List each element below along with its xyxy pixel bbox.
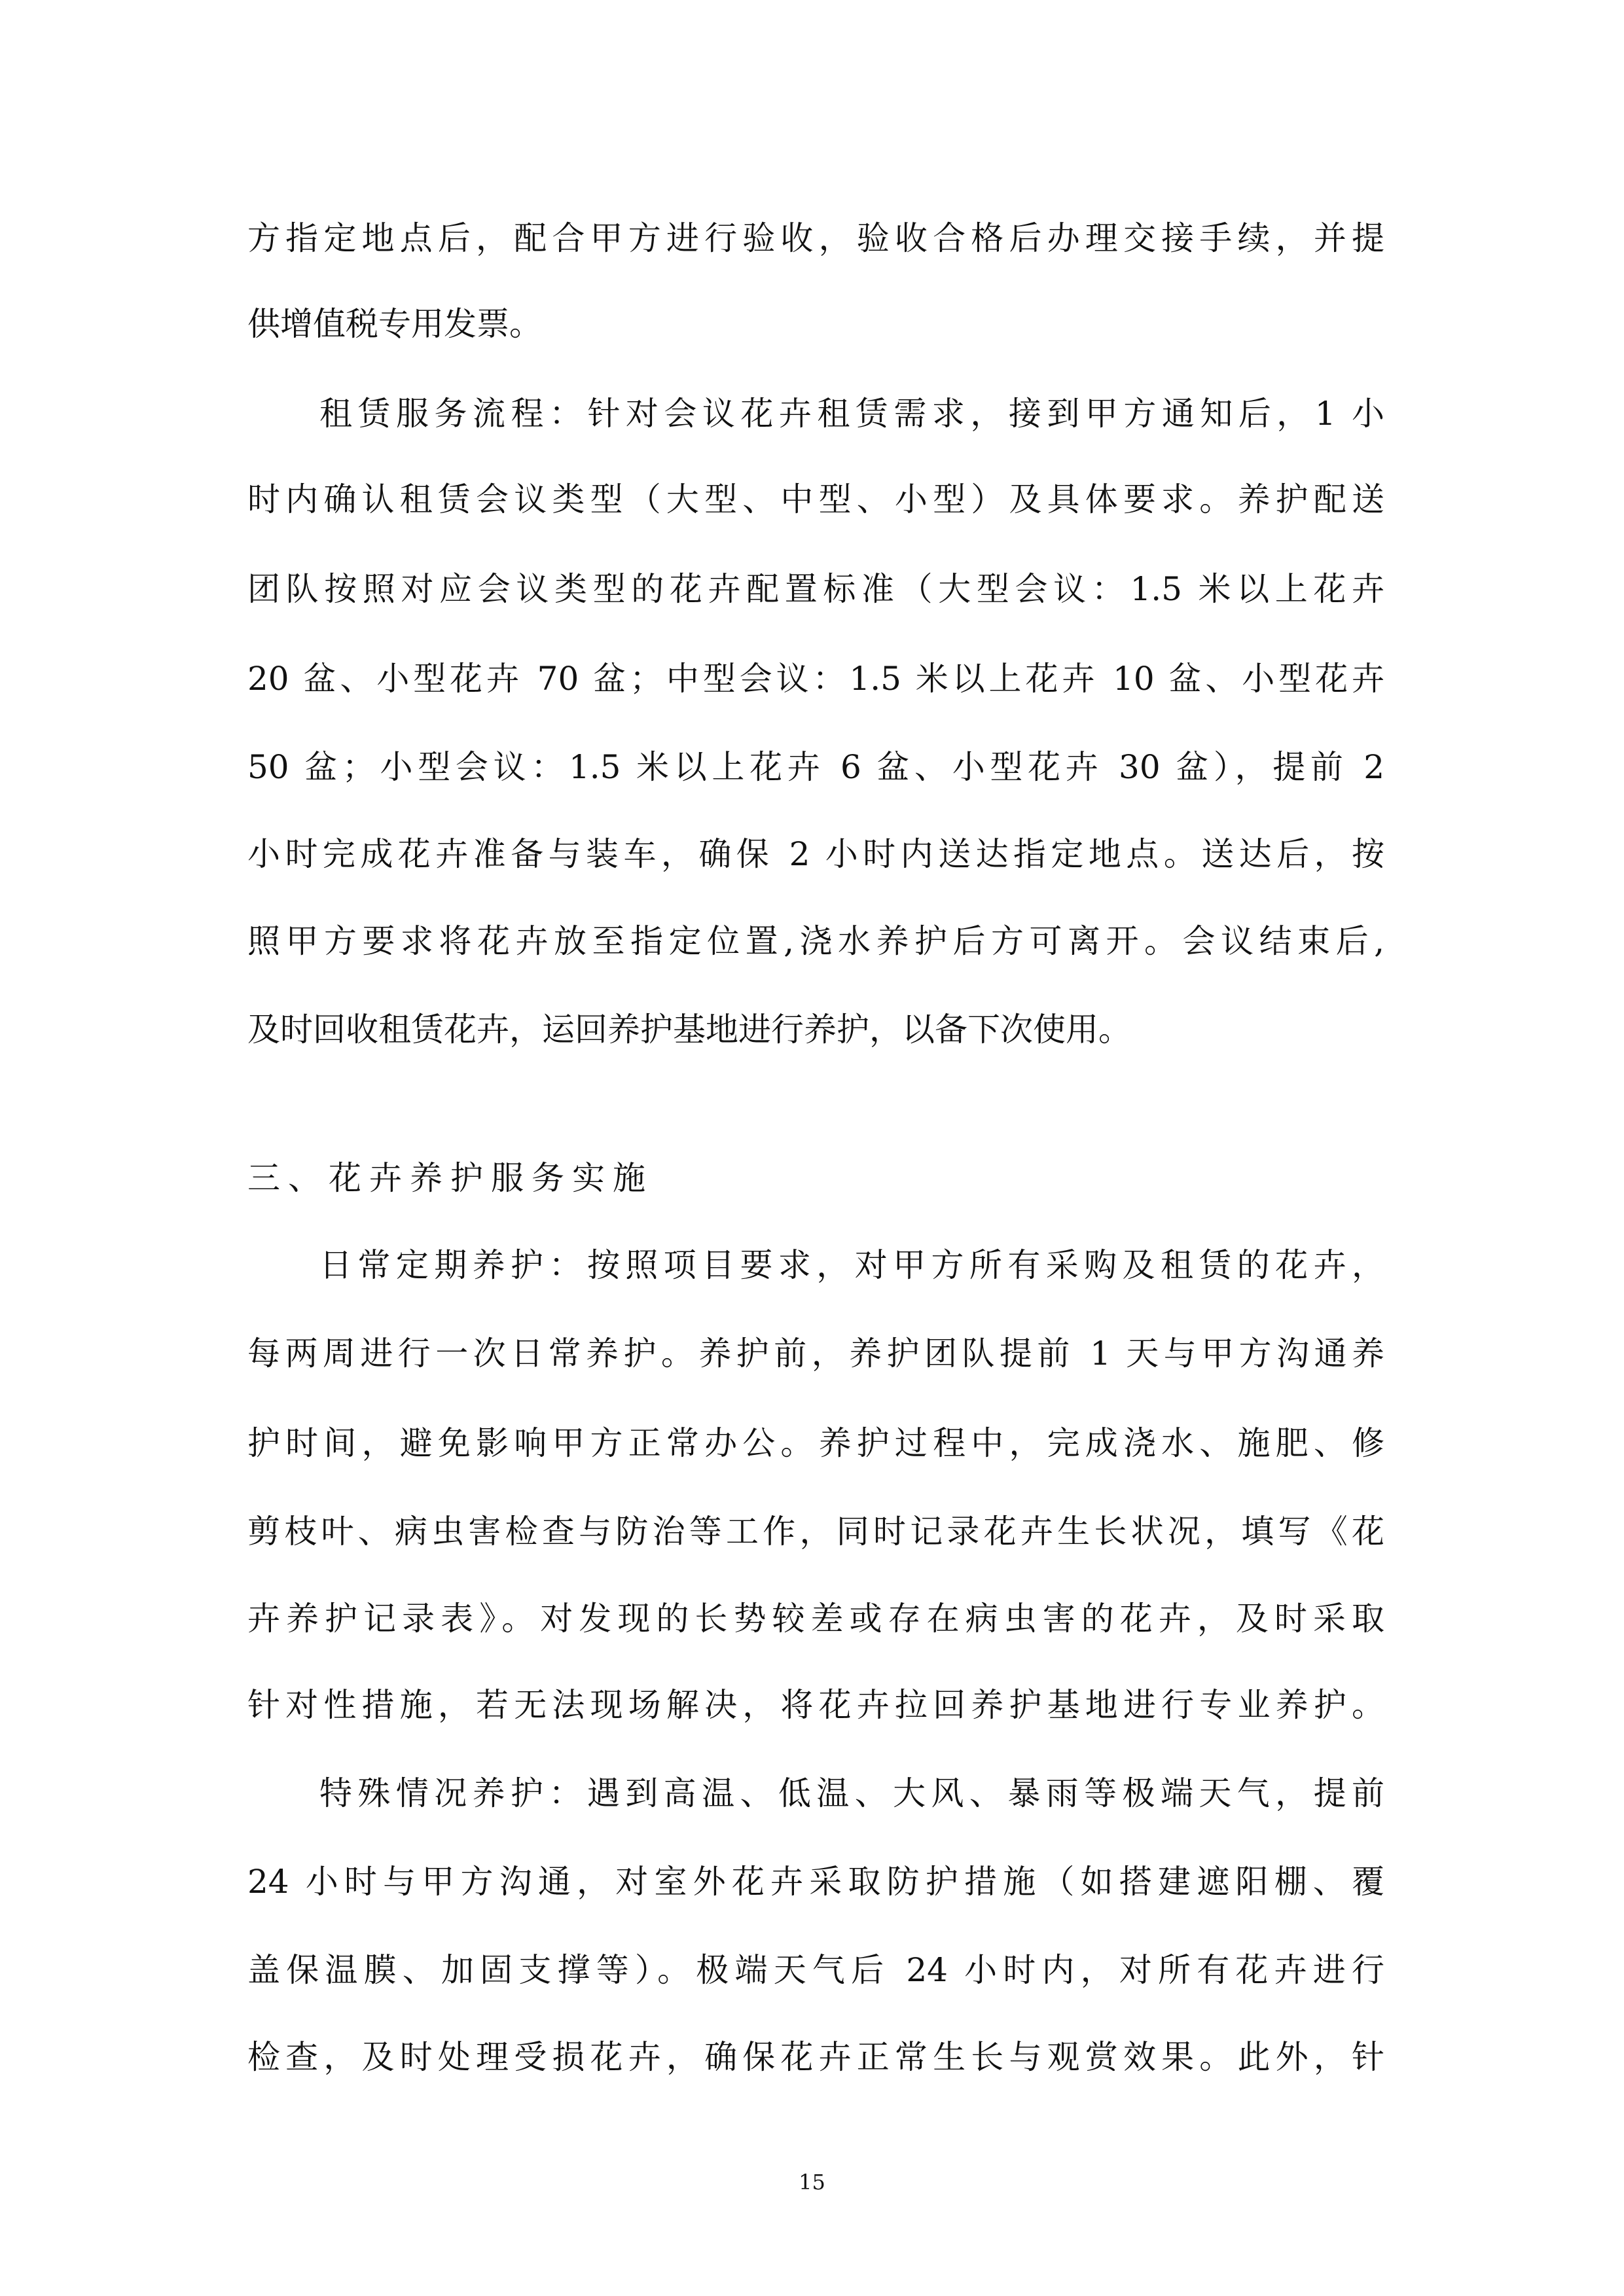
- text-line: 小时完成花卉准备与装车，确保 2 小时内送达指定地点。送达后，按: [247, 835, 1384, 873]
- section-heading: 三、花卉养护服务实施: [247, 1159, 653, 1197]
- text-line: 照甲方要求将花卉放至指定位置,浇水养护后方可离开。会议结束后,: [247, 922, 1384, 960]
- text-line: 方指定地点后，配合甲方进行验收，验收合格后办理交接手续，并提: [247, 219, 1384, 257]
- text-line: 护时间，避免影响甲方正常办公。养护过程中，完成浇水、施肥、修: [247, 1424, 1384, 1462]
- page-number: 15: [799, 2170, 825, 2195]
- text-line: 20 盆、小型花卉 70 盆；中型会议：1.5 米以上花卉 10 盆、小型花卉: [247, 660, 1384, 698]
- text-line: 50 盆；小型会议：1.5 米以上花卉 6 盆、小型花卉 30 盆），提前 2: [247, 748, 1384, 786]
- text-line: 24 小时与甲方沟通，对室外花卉采取防护措施（如搭建遮阳棚、覆: [247, 1863, 1384, 1901]
- text-line: 时内确认租赁会议类型（大型、中型、小型）及具体要求。养护配送: [247, 480, 1384, 518]
- text-line: 团队按照对应会议类型的花卉配置标准（大型会议：1.5 米以上花卉: [247, 570, 1384, 608]
- text-line: 日常定期养护：按照项目要求，对甲方所有采购及租赁的花卉，: [319, 1246, 1384, 1284]
- text-line: 供增值税专用发票。: [247, 305, 542, 343]
- text-line: 针对性措施，若无法现场解决，将花卉拉回养护基地进行专业养护。: [247, 1686, 1384, 1724]
- text-line: 检查，及时处理受损花卉，确保花卉正常生长与观赏效果。此外，针: [247, 2038, 1384, 2076]
- text-line: 盖保温膜、加固支撑等）。极端天气后 24 小时内，对所有花卉进行: [247, 1951, 1384, 1989]
- text-line: 特殊情况养护：遇到高温、低温、大风、暴雨等极端天气，提前: [319, 1774, 1384, 1812]
- text-line: 卉养护记录表》。对发现的长势较差或存在病虫害的花卉，及时采取: [247, 1600, 1384, 1638]
- text-line: 剪枝叶、病虫害检查与防治等工作，同时记录花卉生长状况，填写《花: [247, 1513, 1384, 1551]
- text-line: 租赁服务流程：针对会议花卉租赁需求，接到甲方通知后，1 小: [319, 395, 1384, 433]
- text-line: 及时回收租赁花卉，运回养护基地进行养护，以备下次使用。: [247, 1011, 1131, 1049]
- text-line: 每两周进行一次日常养护。养护前，养护团队提前 1 天与甲方沟通养: [247, 1335, 1384, 1372]
